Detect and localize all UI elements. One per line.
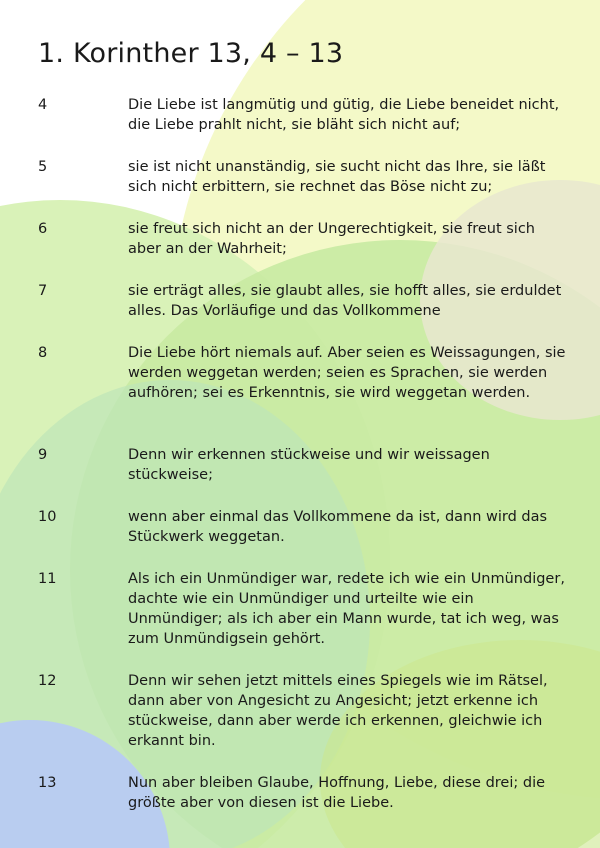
verse-number: 6 — [38, 221, 48, 237]
verse-number: 8 — [38, 345, 48, 361]
verse-number: 9 — [38, 447, 48, 463]
verse-text: Nun aber bleiben Glaube, Hoffnung, Liebe, diese drei; die größte aber von diesen ist die Liebe. — [128, 775, 546, 811]
verse-text: wenn aber einmal das Vollkommene da ist, dann wird das Stückwerk weggetan. — [128, 509, 548, 545]
verse-text: Die Liebe ist langmütig und gütig, die Liebe beneidet nicht, die Liebe prahlt nicht, sie bläht sich nicht auf; — [128, 97, 560, 133]
verse-text: Denn wir sehen jetzt mittels eines Spiegels wie im Rätsel, dann aber von Angesicht zu Angesicht; jetzt erkenne ich stückweise, dann aber werde ich erkennen, gleichwie ich erkannt bin. — [128, 673, 548, 749]
verse-number: 11 — [38, 571, 57, 587]
verse-text: Die Liebe hört niemals auf. Aber seien es Weissagungen, sie werden weggetan werden; seien es Sprachen, sie werden aufhören; sei es Erkenntnis, sie wird weggetan werden. — [128, 345, 566, 401]
verse-number: 5 — [38, 159, 48, 175]
verse-number: 4 — [38, 97, 48, 113]
verse-number: 12 — [38, 673, 57, 689]
page-title: 1. Korinther 13, 4 – 13 — [38, 38, 344, 69]
verse-text: sie ist nicht unanständig, sie sucht nicht das Ihre, sie läßt sich nicht erbittern, sie rechnet das Böse nicht zu; — [128, 159, 546, 195]
verse-text: sie freut sich nicht an der Ungerechtigkeit, sie freut sich aber an der Wahrheit; — [128, 221, 535, 257]
verse-number: 13 — [38, 775, 57, 791]
verse-text: Denn wir erkennen stückweise und wir weissagen stückweise; — [128, 447, 490, 483]
verse-number: 10 — [38, 509, 57, 525]
verse-text: sie erträgt alles, sie glaubt alles, sie hofft alles, sie erduldet alles. Das Vorläufige und das Vollkommene — [128, 283, 562, 319]
verse-number: 7 — [38, 283, 48, 299]
verse-text: Als ich ein Unmündiger war, redete ich wie ein Unmündiger, dachte wie ein Unmündiger und urteilte wie ein Unmündiger; als ich aber ein Mann wurde, tat ich weg, was zum Unmündigsein gehört. — [128, 571, 565, 647]
